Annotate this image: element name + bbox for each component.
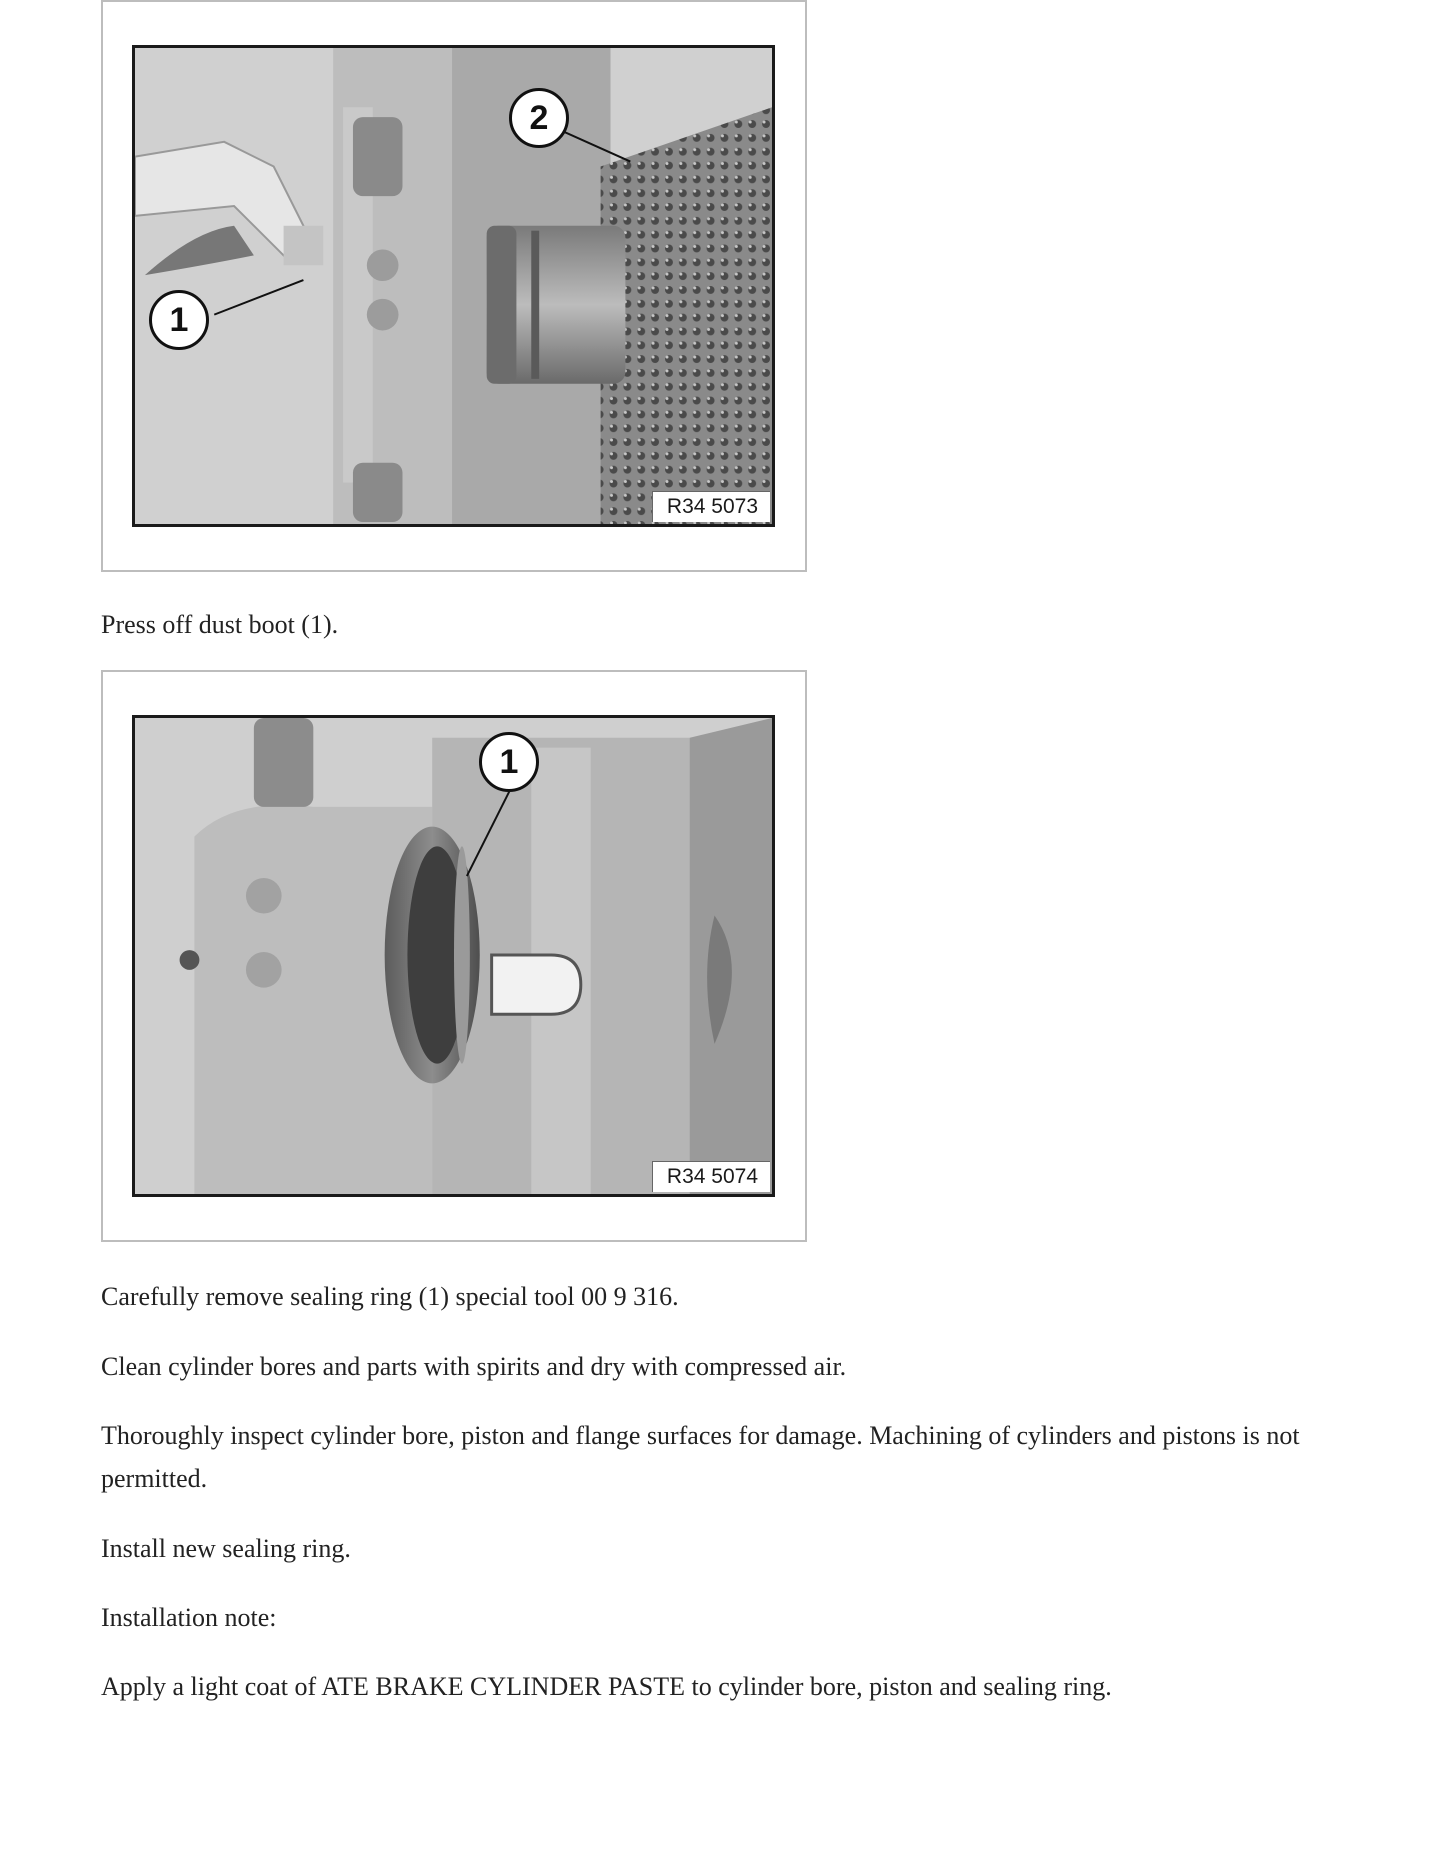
paragraph-clean-cylinder-bores: Clean cylinder bores and parts with spirits and dry with compressed air. [101,1352,847,1381]
paragraph-apply-paste: Apply a light coat of ATE BRAKE CYLINDER PASTE to cylinder bore, piston and sealing ring. [101,1672,1112,1701]
photo-brake-caliper-air-gun [132,45,775,527]
callout-1: 1 [479,732,539,792]
figure-dust-boot [101,0,807,572]
paragraph-inspect-surfaces: Thoroughly inspect cylinder bore, piston and flange surfaces for damage. Machining of cylinders and pistons is not permitted. [101,1421,1300,1493]
callout-2: 2 [509,88,569,148]
photo-brake-caliper-sealing-ring [132,715,775,1197]
caliper-illustration-1 [135,48,772,524]
figure-code: R34 5074 [652,1161,770,1192]
figure-code: R34 5073 [652,491,770,522]
callout-1: 1 [149,290,209,350]
paragraph-remove-sealing-ring: Carefully remove sealing ring (1) special tool 00 9 316. [101,1282,679,1311]
caliper-illustration-2 [135,718,772,1194]
paragraph-installation-note: Installation note: [101,1603,277,1632]
paragraph-press-off-dust-boot: Press off dust boot (1). [101,610,339,639]
figure-sealing-ring [101,670,807,1242]
paragraph-install-sealing-ring: Install new sealing ring. [101,1534,351,1563]
